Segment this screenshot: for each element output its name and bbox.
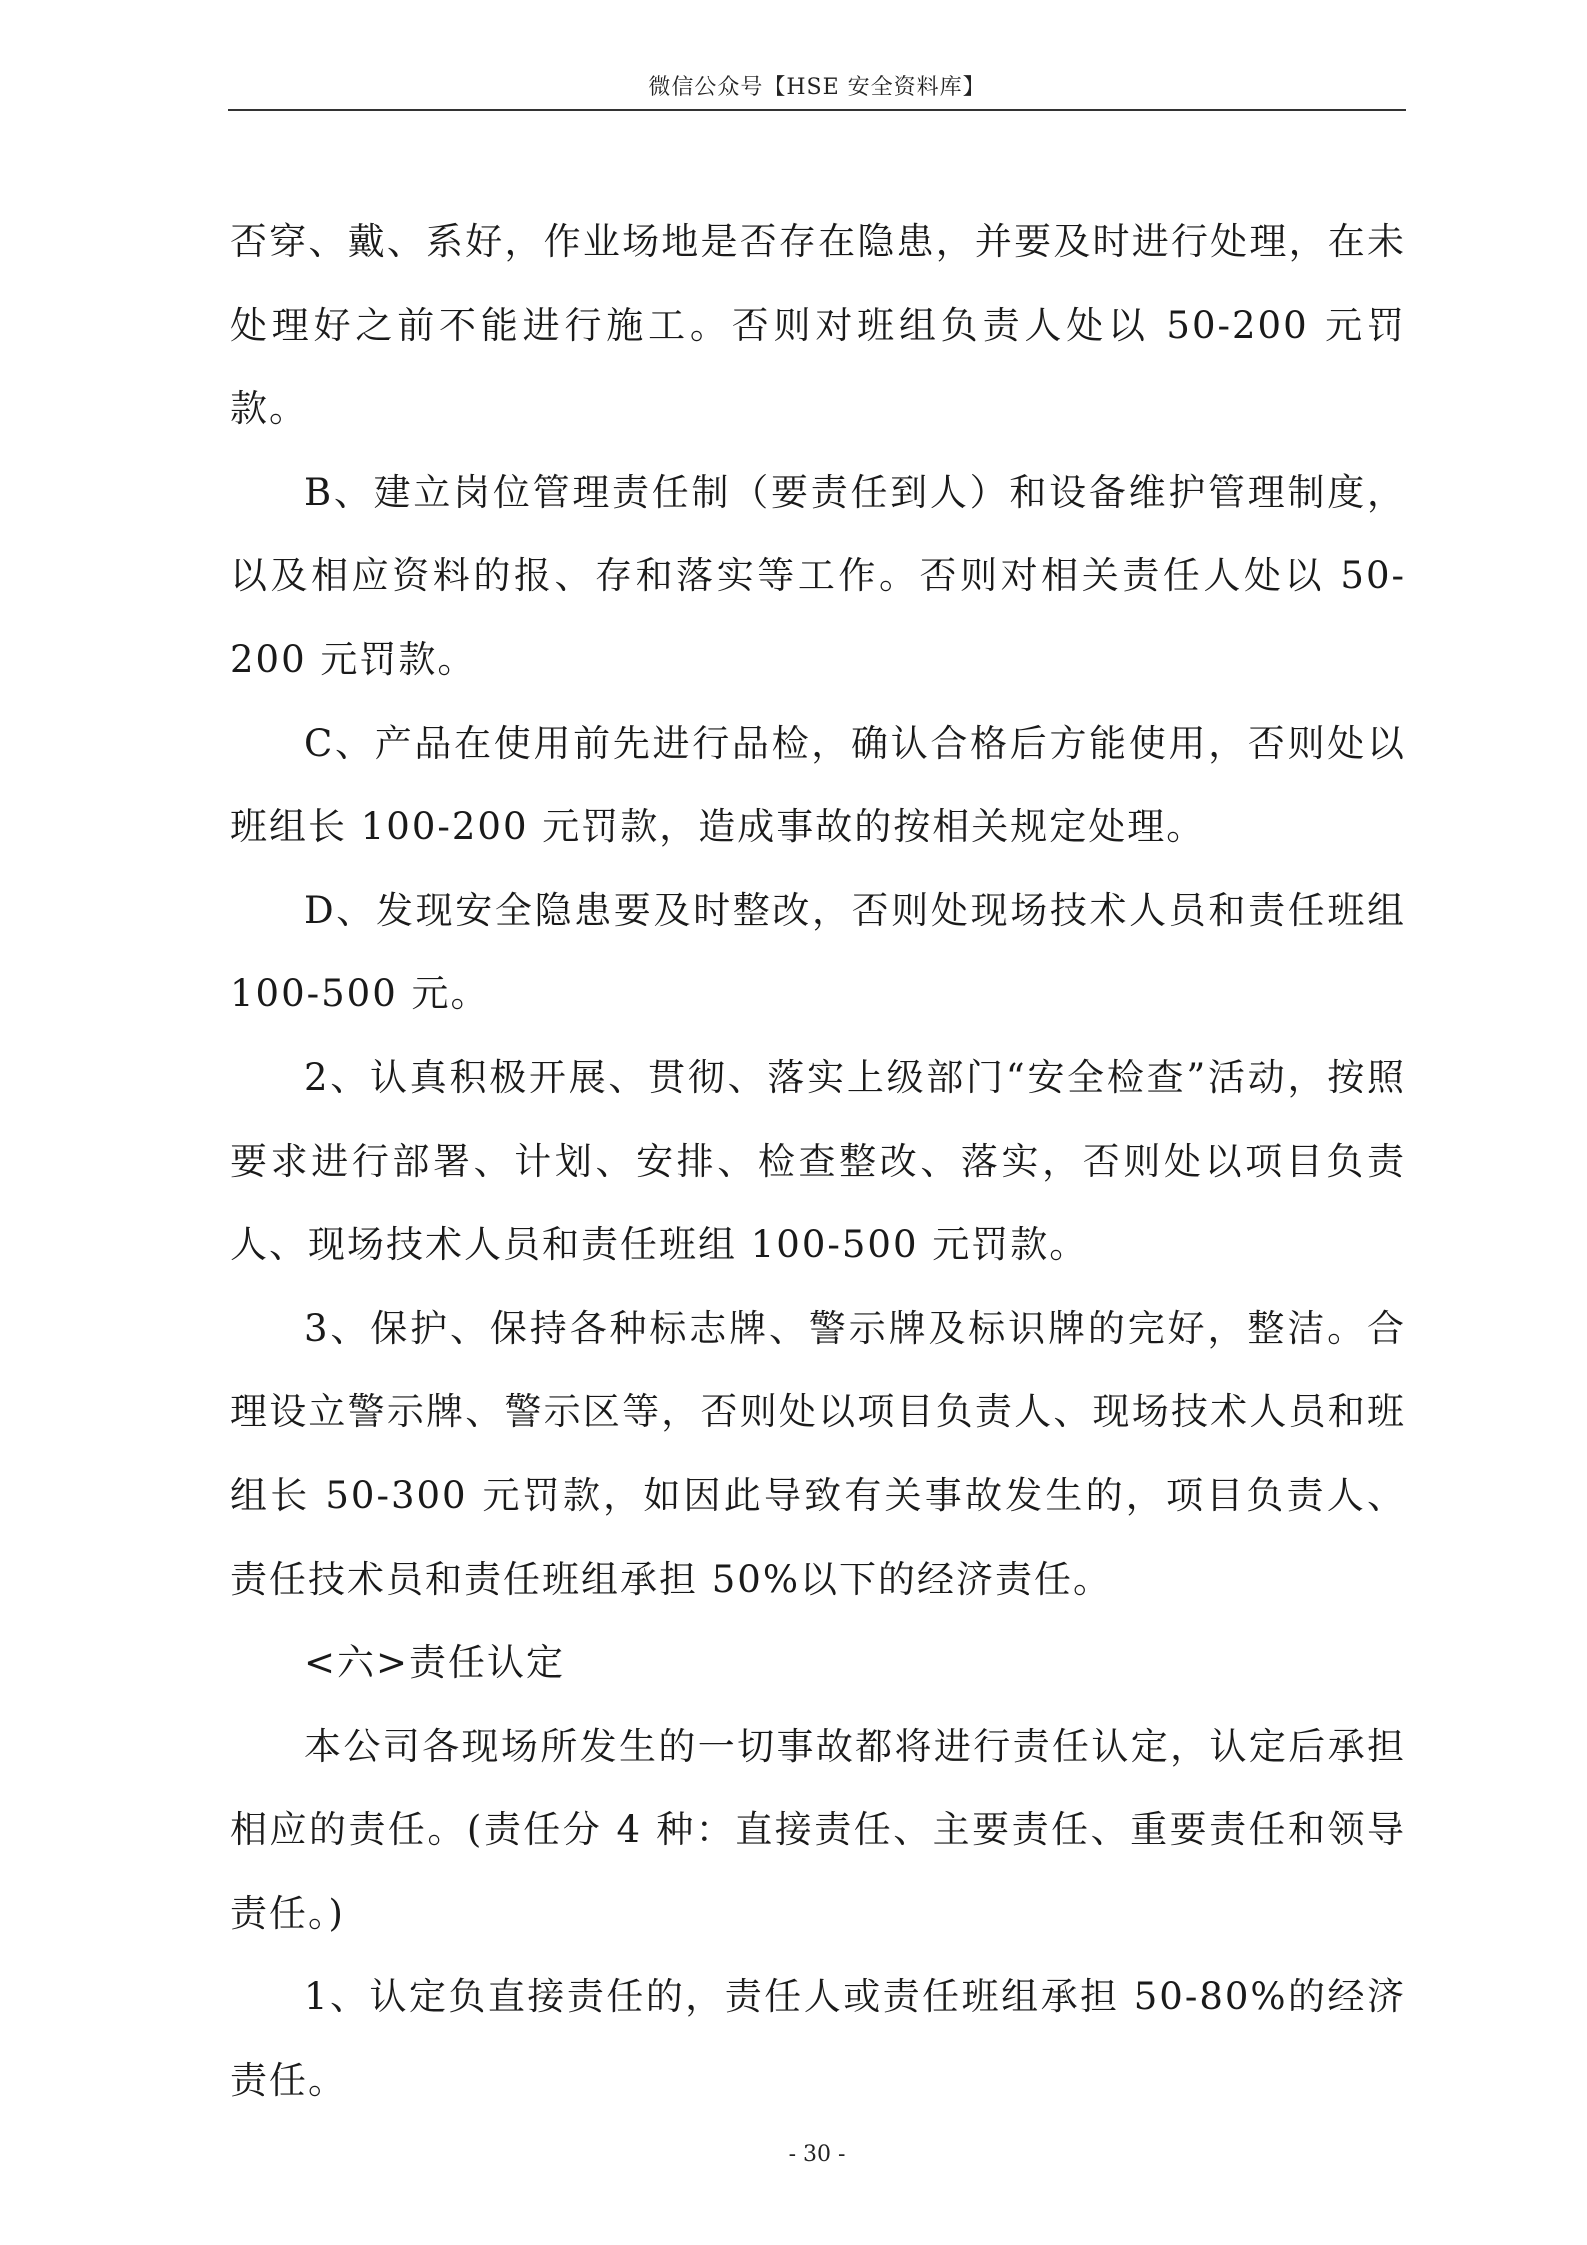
document-body — [230, 200, 1406, 2123]
paragraph-1: 否穿、戴、系好，作业场地是否存在隐患，并要及时进行处理，在未处理好之前不能进行施工。否则对班组负责人处以 50-200 元罚款。 — [230, 220, 1406, 431]
section-heading: <六>责任认定 — [304, 1641, 566, 1685]
paragraph-7: 本公司各现场所发生的一切事故都将进行责任认定，认定后承担相应的责任。(责任分 4 种：直接责任、主要责任、重要责任和领导责任。) — [230, 1724, 1406, 1935]
paragraph-2: B、建立岗位管理责任制（要责任到人）和设备维护管理制度，以及相应资料的报、存和落实等工作。否则对相关责任人处以 50-200 元罚款。 — [230, 470, 1406, 681]
paragraph-5: 2、认真积极开展、贯彻、落实上级部门“安全检查”活动，按照要求进行部署、计划、安排、检查整改、落实，否则处以项目负责人、现场技术人员和责任班组 100-500 元罚款。 — [230, 1055, 1406, 1267]
paragraph-3: C、产品在使用前先进行品检，确认合格后方能使用，否则处以班组长 100-200 元罚款，造成事故的按相关规定处理。 — [230, 721, 1406, 849]
page-header: 微信公众号【HSE 安全资料库】 — [648, 75, 986, 100]
paragraph-6: 3、保护、保持各种标志牌、警示牌及标识牌的完好，整洁。合理设立警示牌、警示区等，否则处以项目负责人、现场技术人员和班组长 50-300 元罚款，如因此导致有关事故发生的，项目负责人、责任技术员和责任班组承担 50%以下的经济责任。 — [230, 1306, 1406, 1601]
page-number: - 30 - — [788, 2142, 846, 2167]
paragraph-4: D、发现安全隐患要及时整改，否则处现场技术人员和责任班组 100-500 元。 — [230, 888, 1406, 1016]
header-divider — [228, 109, 1406, 111]
paragraph-8: 1、认定负直接责任的，责任人或责任班组承担 50-80%的经济责任。 — [230, 1975, 1406, 2103]
